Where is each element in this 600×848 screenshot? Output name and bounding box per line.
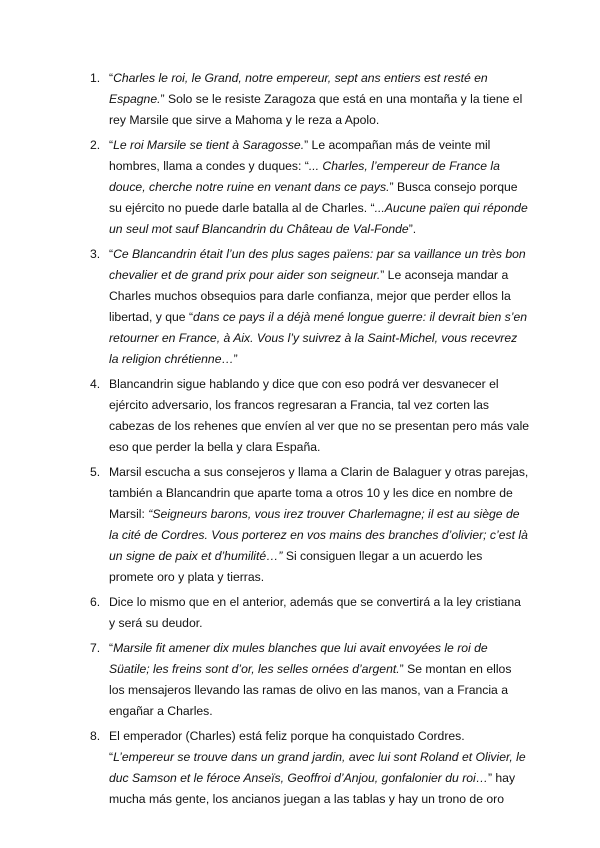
body-text: “	[109, 138, 114, 152]
body-text: ” Busca consejo porque su ejército no puede darle batalla al de Charles. “	[109, 180, 518, 215]
list-item-3	[90, 244, 530, 370]
item-number: 1.	[90, 71, 101, 85]
body-text: Blancandrin sigue hablando y dice que con eso podrá ver desvanecer el ejército adversario, los francos regresaran a Francia, tal vez corten las cabezas de los rehenes que envíen al ver que no se presentan pero más vale eso que perder la bella y clara España.	[109, 377, 530, 454]
body-text: “	[109, 641, 114, 655]
list-item-4	[90, 374, 530, 458]
item-number: 2.	[90, 138, 101, 152]
french-quote-text: Le roi Marsile se tient à Saragosse.	[113, 138, 305, 152]
french-quote-text: ...Aucune païen qui réponde un seul mot sauf Blancandrin du Château de Val-Fonde	[109, 201, 528, 236]
french-quote-text: Ce Blancandrin était l’un des plus sages païens: par sa vaillance un très bon chevalier et de grand prix pour aider son seigneur.	[109, 247, 526, 282]
item-number: 8.	[90, 729, 101, 743]
list-item-6	[90, 592, 530, 634]
item-number: 3.	[90, 247, 101, 261]
body-text: Dice lo mismo que en el anterior, además que se convertirá a la ley cristiana y será su deudor.	[109, 595, 521, 630]
french-quote-text: dans ce pays il a déjà mené longue guerre: il devrait bien s’en retourner en France, à Aix. Vous l’y suivrez à la Saint-Michel, vous recevrez la religion chrétienne…	[109, 310, 528, 366]
list-item-2	[90, 135, 530, 240]
body-text: ”.	[408, 222, 417, 236]
list-item-7	[90, 638, 530, 722]
body-text: El emperador (Charles) está feliz porque ha conquistado Cordres. “	[109, 729, 465, 764]
list-item-1	[90, 68, 530, 131]
french-quote-text: L’empereur se trouve dans un grand jardin, avec lui sont Roland et Olivier, le duc Samson et le féroce Anseïs, Geoffroi d’Anjou, gonfalonier du roi…	[109, 750, 526, 785]
body-text: “	[109, 71, 114, 85]
body-text: ” Se montan en ellos los mensajeros llevando las ramas de olivo en las manos, van a Francia a engañar a Charles.	[109, 662, 512, 718]
item-number: 4.	[90, 377, 101, 391]
body-text: Marsil escucha a sus consejeros y llama a Clarin de Balaguer y otras parejas, también a Blancandrin que aparte toma a otros 10 y les dice en nombre de Marsil:	[109, 465, 529, 521]
body-text: ” Solo se le resiste Zaragoza que está en una montaña y la tiene el rey Marsile que sirve a Mahoma y le reza a Apolo.	[109, 92, 523, 127]
item-number: 6.	[90, 595, 101, 609]
body-text: “	[109, 247, 114, 261]
body-text: ” Le aconseja mandar a Charles muchos obsequios para darle confianza, mejor que perder ellos la libertad, y que “	[109, 268, 511, 324]
body-text: Si consiguen llegar a un acuerdo les promete oro y plata y tierras.	[109, 549, 483, 584]
french-quote-text: Marsile fit amener dix mules blanches que lui avait envoyées le roi de Süatile; les freins sont d’or, les selles ornées d’argent.	[109, 641, 488, 676]
item-number: 7.	[90, 641, 101, 655]
french-quote-text: Charles le roi, le Grand, notre empereur, sept ans entiers est resté en Espagne.	[109, 71, 488, 106]
french-quote-text: “Seigneurs barons, vous irez trouver Charlemagne; il est au siège de la cité de Cordres. Vous porterez en vos mains des branches d’olivier; c’est là un signe de paix et d’humilité…”	[109, 507, 528, 563]
numbered-list	[90, 68, 530, 814]
item-number: 5.	[90, 465, 101, 479]
list-item-8	[90, 726, 530, 810]
list-item-5	[90, 462, 530, 588]
body-text: ” Le acompañan más de veinte mil hombres, llama a condes y duques: “	[109, 138, 491, 173]
french-quote-text: ... Charles, l’empereur de France la douce, cherche notre ruine en venant dans ce pays.	[109, 159, 500, 194]
body-text: ”	[233, 352, 238, 366]
body-text: ” hay mucha más gente, los ancianos juegan a las tablas y hay un trono de oro	[109, 771, 516, 806]
